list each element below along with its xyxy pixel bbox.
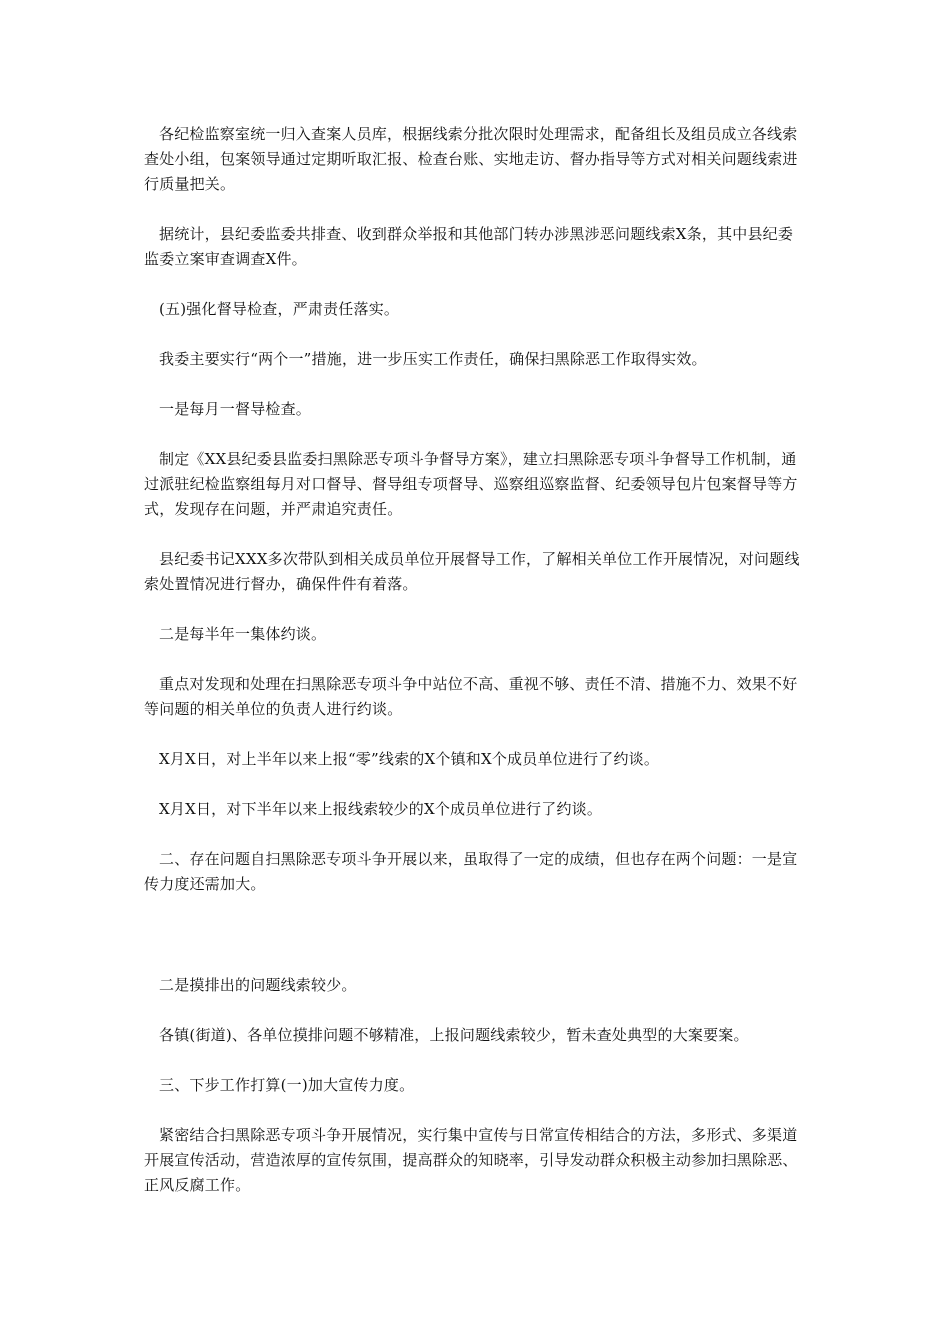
paragraph-case-team: 各纪检监察室统一归入查案人员库，根据线索分批次限时处理需求，配备组长及组员成立各线索查处小组，包案领导通过定期听取汇报、检查台账、实地走访、督办指导等方式对相关问题线索进行质量把关。 xyxy=(144,125,798,193)
document-body xyxy=(144,122,808,1198)
section-heading-next-steps: 三、下步工作打算(一)加大宣传力度。 xyxy=(159,1076,415,1094)
paragraph-publicity: 紧密结合扫黑除恶专项斗争开展情况，实行集中宣传与日常宣传相结合的方法，多形式、多渠道开展宣传活动，营造浓厚的宣传氛围，提高群众的知晓率，引导发动群众积极主动参加扫黑除恶、正风反腐工作。 xyxy=(144,1126,798,1194)
section-heading-problems: 二、存在问题自扫黑除恶专项斗争开展以来，虽取得了一定的成绩，但也存在两个问题：一是宣传力度还需加大。 xyxy=(144,850,798,893)
section-heading-supervision: (五)强化督导检查，严肃责任落实。 xyxy=(159,300,400,318)
paragraph-few-clues: 二是摸排出的问题线索较少。 xyxy=(159,976,357,994)
paragraph-first-half-talk: X月X日，对上半年以来上报“零”线索的X个镇和X个成员单位进行了约谈。 xyxy=(159,750,660,768)
paragraph-inspection-plan: 制定《XX县纪委县监委扫黑除恶专项斗争督导方案》，建立扫黑除恶专项斗争督导工作机制，通过派驻纪检监察组每月对口督导、督导组专项督导、巡察组巡察监督、纪委领导包片包案督导等方式，发现存在问题，并严肃追究责任。 xyxy=(144,450,798,518)
subheading-semiannual-talk: 二是每半年一集体约谈。 xyxy=(159,625,327,643)
paragraph-statistics: 据统计，县纪委监委共排查、收到群众举报和其他部门转办涉黑涉恶问题线索X条，其中县纪委监委立案审查调查X件。 xyxy=(144,225,794,268)
paragraph-imprecise-screening: 各镇(街道)、各单位摸排问题不够精准，上报问题线索较少，暂未查处典型的大案要案。 xyxy=(159,1026,749,1044)
paragraph-second-half-talk: X月X日，对下半年以来上报线索较少的X个成员单位进行了约谈。 xyxy=(159,800,603,818)
subheading-monthly-inspection: 一是每月一督导检查。 xyxy=(159,400,312,418)
paragraph-talk-focus: 重点对发现和处理在扫黑除恶专项斗争中站位不高、重视不够、责任不清、措施不力、效果不好等问题的相关单位的负责人进行约谈。 xyxy=(144,675,798,718)
paragraph-two-measures: 我委主要实行“两个一”措施，进一步压实工作责任，确保扫黑除恶工作取得实效。 xyxy=(159,350,707,368)
paragraph-secretary-supervision: 县纪委书记XXX多次带队到相关成员单位开展督导工作，了解相关单位工作开展情况，对问题线索处置情况进行督办，确保件件有着落。 xyxy=(144,550,800,593)
